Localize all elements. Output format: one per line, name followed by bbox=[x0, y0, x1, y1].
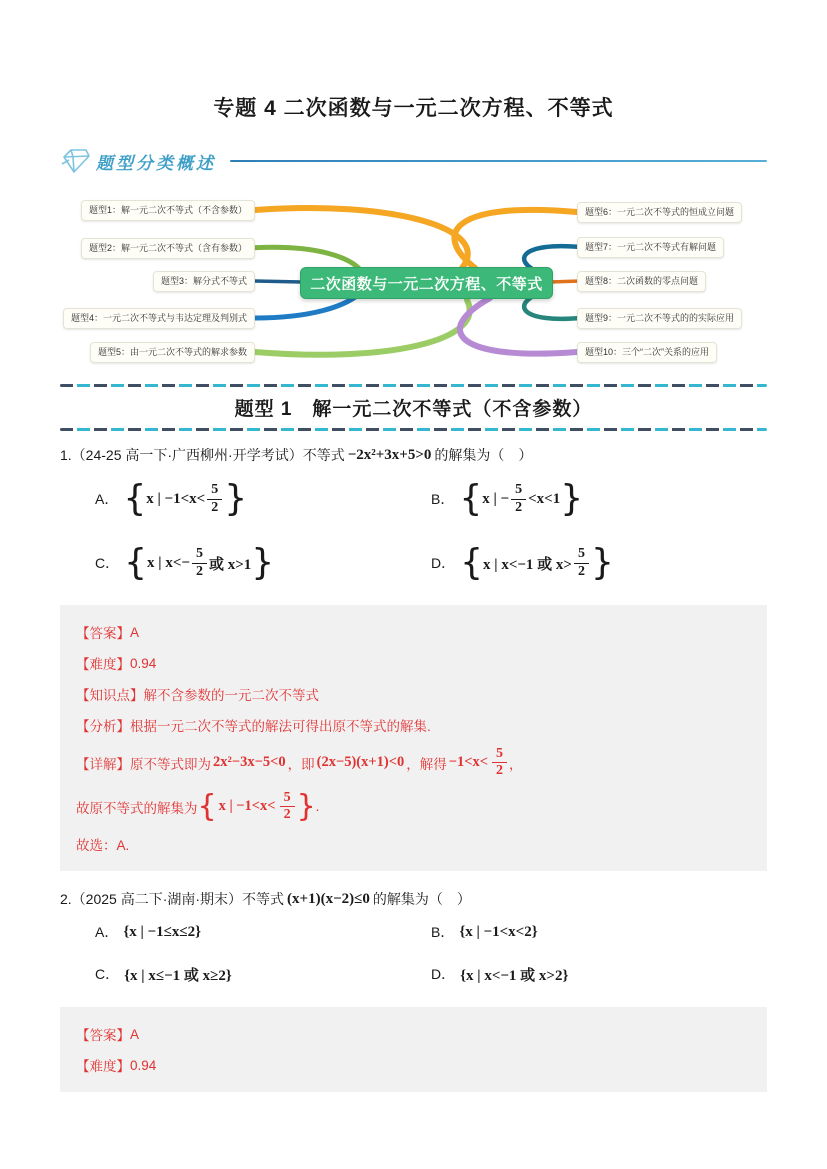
left-brace: { bbox=[460, 542, 484, 583]
option-b bbox=[431, 467, 767, 531]
mindmap-node-5: 题型5：由一元二次不等式的解求参数 bbox=[90, 342, 255, 363]
solution-set-text: 故原不等式的解集为 bbox=[76, 800, 198, 816]
analysis-label: 【分析】 bbox=[76, 719, 130, 734]
detail-line bbox=[76, 746, 751, 779]
question-1-stem bbox=[60, 445, 767, 465]
question-1-options bbox=[60, 467, 767, 595]
option-a-label: A． bbox=[95, 924, 119, 941]
branch-line-8 bbox=[550, 281, 580, 282]
option-b bbox=[431, 911, 767, 953]
detail-text: ，解得 bbox=[406, 756, 447, 772]
mindmap-node-6: 题型6：一元二次不等式的恒成立问题 bbox=[577, 202, 742, 223]
answer-label: 【答案】 bbox=[76, 626, 130, 641]
left-brace: { bbox=[197, 788, 217, 824]
right-brace: } bbox=[560, 478, 584, 519]
detail-label: 【详解】 bbox=[76, 756, 130, 772]
option-b-label: B． bbox=[431, 491, 455, 507]
detail-text: ，即 bbox=[287, 756, 315, 772]
conclusion-text: 故选：A. bbox=[76, 838, 130, 854]
right-brace: } bbox=[590, 542, 614, 583]
detail-text: ， bbox=[509, 756, 523, 772]
option-a bbox=[95, 467, 431, 531]
right-brace: } bbox=[296, 788, 316, 824]
mindmap-node-9: 题型9：一元二次不等式的的实际应用 bbox=[577, 308, 742, 329]
detail-math: (2x−5)(x+1)<0 bbox=[316, 754, 405, 771]
difficulty-line bbox=[76, 1055, 751, 1075]
option-c-math-tail: 或 x>1 bbox=[208, 556, 252, 573]
option-a-math: x | −1<x< bbox=[146, 490, 206, 507]
solution-set-math: x | −1<x< bbox=[218, 798, 276, 815]
knowledge-line bbox=[76, 684, 751, 704]
option-b-math: {x | −1<x<2} bbox=[459, 923, 538, 940]
fraction: $\frac{5}{2}$ bbox=[511, 482, 526, 515]
analysis-value: 根据一元二次不等式的解法可得出原不等式的解集. bbox=[130, 719, 431, 734]
mindmap-node-3: 题型3：解分式不等式 bbox=[153, 271, 255, 292]
answer-line bbox=[76, 1024, 751, 1044]
detail-math: −1<x< bbox=[448, 754, 489, 771]
option-a bbox=[95, 911, 431, 953]
option-d bbox=[431, 531, 767, 595]
option-c bbox=[95, 531, 431, 595]
difficulty-value: 0.94 bbox=[130, 1057, 157, 1073]
branch-line-1 bbox=[255, 208, 468, 268]
detail-math: 2x²−3x−5<0 bbox=[213, 754, 286, 771]
conclusion-line bbox=[76, 834, 751, 854]
mindmap-center-node: 二次函数与一元二次方程、不等式 bbox=[300, 267, 553, 299]
option-c bbox=[95, 953, 431, 995]
option-b-math-tail: <x<1 bbox=[528, 490, 561, 507]
fraction: $\frac{5}{2}$ bbox=[207, 482, 222, 515]
solution-set-line bbox=[76, 790, 751, 823]
fraction: $\frac{5}{2}$ bbox=[192, 546, 207, 579]
branch-line-5 bbox=[255, 300, 470, 355]
mindmap-node-2: 题型2：解一元二次不等式（含有参数） bbox=[81, 238, 255, 259]
right-brace: } bbox=[251, 542, 275, 583]
solution-set-period: . bbox=[315, 799, 320, 815]
option-c-math: {x | x≤−1 或 x≥2} bbox=[124, 967, 232, 984]
left-brace: { bbox=[459, 478, 483, 519]
option-c-label: C． bbox=[95, 555, 120, 571]
mindmap-node-8: 题型8：二次函数的零点问题 bbox=[577, 271, 706, 292]
branch-line-3 bbox=[255, 281, 302, 282]
answer-line bbox=[76, 622, 751, 642]
question-2-options bbox=[60, 911, 767, 995]
overview-rule bbox=[230, 160, 767, 163]
branch-line-10 bbox=[460, 298, 577, 354]
option-c-math: x | x<− bbox=[147, 554, 190, 571]
question-2-suffix: 的解集为（ ） bbox=[372, 891, 471, 908]
question-2-stem bbox=[60, 889, 767, 909]
question-1-text: 1.（24-25 高一下·广西柳州·开学考试）不等式 bbox=[60, 447, 345, 463]
option-d bbox=[431, 953, 767, 995]
mindmap-node-10: 题型10：三个“二次”关系的应用 bbox=[577, 342, 717, 363]
detail-text: 原不等式即为 bbox=[130, 756, 211, 772]
option-b-label: B． bbox=[431, 924, 455, 941]
answer-label: 【答案】 bbox=[76, 1028, 130, 1044]
option-d-label: D． bbox=[431, 966, 456, 983]
option-c-label: C． bbox=[95, 966, 120, 983]
page-title: 专题 4 二次函数与一元二次方程、不等式 bbox=[213, 97, 614, 120]
option-a-math: {x | −1≤x≤2} bbox=[123, 923, 201, 940]
option-a-label: A． bbox=[95, 491, 119, 507]
difficulty-label: 【难度】 bbox=[76, 1059, 130, 1075]
left-brace: { bbox=[124, 542, 148, 583]
answer-value: A bbox=[130, 624, 140, 640]
knowledge-value: 解不含参数的一元二次不等式 bbox=[143, 688, 319, 703]
analysis-line bbox=[76, 715, 751, 735]
question-1-inequality: −2x²+3x+5>0 bbox=[347, 446, 432, 463]
right-brace: } bbox=[224, 478, 248, 519]
question-2-inequality: (x+1)(x−2)≤0 bbox=[287, 890, 370, 907]
knowledge-label: 【知识点】 bbox=[76, 688, 144, 703]
gem-pen-icon bbox=[60, 148, 90, 174]
overview-header bbox=[60, 146, 767, 176]
section-heading-block bbox=[60, 384, 767, 431]
answer-block-1 bbox=[60, 605, 767, 871]
option-d-math: {x | x<−1 或 x>2} bbox=[460, 967, 569, 984]
fraction: $\frac{5}{2}$ bbox=[574, 546, 589, 579]
mindmap-node-7: 题型7：一元二次不等式有解问题 bbox=[577, 237, 724, 258]
option-d-math: x | x<−1 或 x> bbox=[483, 556, 572, 573]
option-b-math: x | − bbox=[482, 490, 510, 507]
fraction: $\frac{5}{2}$ bbox=[280, 790, 295, 823]
dashed-divider-bottom bbox=[60, 428, 767, 431]
difficulty-label: 【难度】 bbox=[76, 657, 130, 672]
difficulty-line bbox=[76, 653, 751, 673]
option-d-label: D． bbox=[431, 555, 456, 571]
answer-value: A bbox=[130, 1026, 140, 1042]
fraction: $\frac{5}{2}$ bbox=[492, 746, 507, 779]
mindmap bbox=[60, 188, 767, 380]
question-2-text: 2.（2025 高二下·湖南·期末）不等式 bbox=[60, 891, 285, 908]
answer-block-2 bbox=[60, 1007, 767, 1092]
section-heading: 题型 1 解一元二次不等式（不含参数） bbox=[234, 399, 593, 420]
question-1-suffix: 的解集为（ ） bbox=[434, 447, 533, 463]
mindmap-node-4: 题型4：一元二次不等式与韦达定理及判别式 bbox=[63, 308, 255, 329]
overview-heading: 题型分类概述 bbox=[96, 153, 216, 173]
branch-line-6 bbox=[454, 210, 577, 268]
difficulty-value: 0.94 bbox=[130, 655, 157, 671]
mindmap-node-1: 题型1：解一元二次不等式（不含参数） bbox=[81, 200, 255, 221]
left-brace: { bbox=[123, 478, 147, 519]
